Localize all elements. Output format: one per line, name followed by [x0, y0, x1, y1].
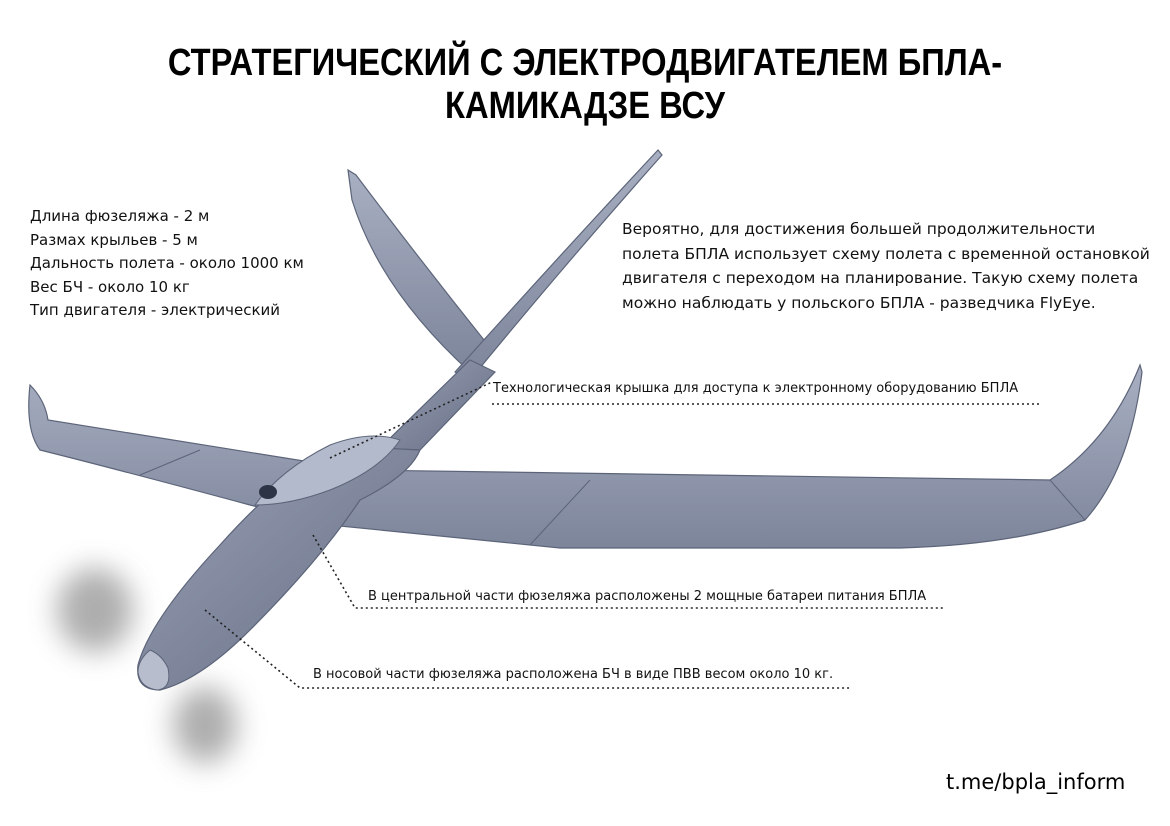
spec-list [30, 205, 304, 323]
page-title: СТРАТЕГИЧЕСКИЙ С ЭЛЕКТРОДВИГАТЕЛЕМ БПЛА-КАМИКАДЗЕ ВСУ [167, 42, 1003, 127]
spec-item: Длина фюзеляжа - 2 м [30, 207, 210, 225]
note-line: двигателя с переходом на планирование. Такую схему полета [622, 269, 1139, 287]
camera-sensor [259, 485, 277, 499]
note-line: можно наблюдать у польского БПЛА - разведчика FlyEye. [622, 293, 1096, 312]
spec-item: Размах крыльев - 5 м [30, 230, 198, 249]
callout-warhead: В носовой части фюзеляжа расположена БЧ в виде ПВВ весом около 10 кг. [313, 667, 834, 682]
spec-item: Тип двигателя - электрический [30, 301, 281, 319]
tail-fin-left [348, 170, 488, 372]
source-credit: t.me/bpla_inform [946, 770, 1126, 794]
note-line: полета БПЛА использует схему полета с временной остановкой [622, 244, 1150, 263]
spec-item: Вес БЧ - около 10 кг [30, 277, 190, 296]
spec-item: Дальность полета - около 1000 км [30, 254, 304, 272]
callout-batteries: В центральной части фюзеляжа расположены 2 мощные батареи питания БПЛА [368, 589, 927, 604]
note-line: Вероятно, для достижения большей продолжительности [622, 220, 1096, 238]
flight-scheme-note [622, 217, 1162, 315]
tail-boom [380, 360, 495, 450]
callout-hatch: Технологическая крышка для доступа к электронному оборудованию БПЛА [493, 381, 1019, 396]
